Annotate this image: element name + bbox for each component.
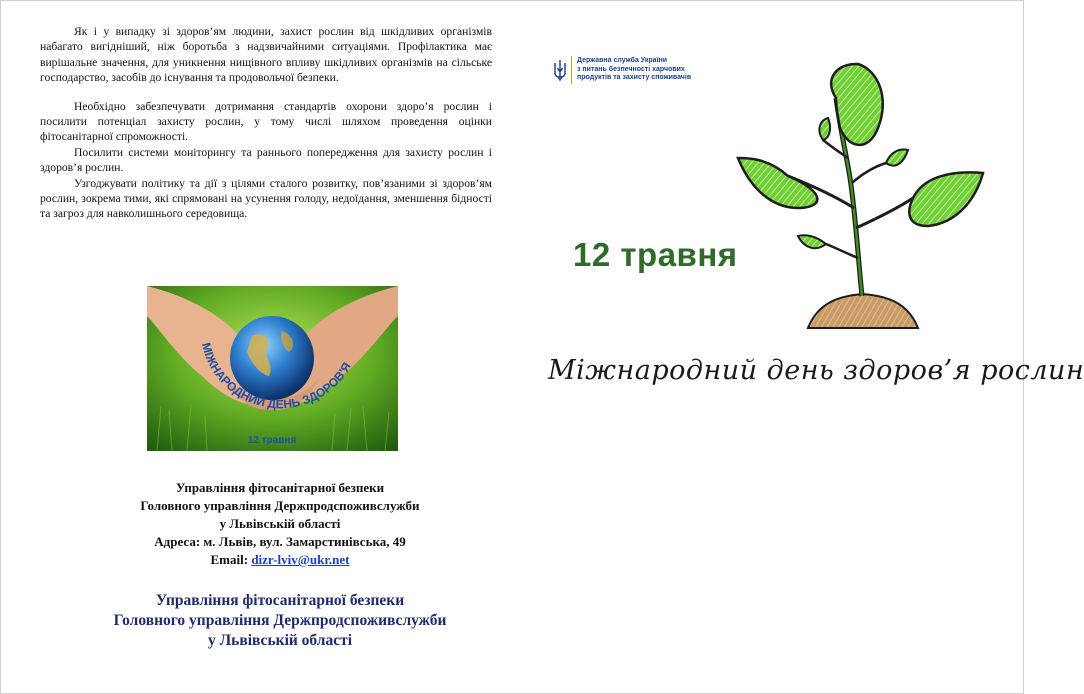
trident-icon: [553, 59, 567, 81]
contact-line-2: Головного управління Держпродспоживслужби: [140, 498, 420, 513]
footer-block: [40, 591, 520, 651]
footer-line-2: Головного управління Держпродспоживслужби: [113, 612, 447, 629]
paragraph-4: Узгоджувати політику та дії з цілями сталого розвитку, пов’язаними зі здоров’ям рослин, зокрема тими, які спрямовані на усунення голоду, недоїдання, зменшення бідності та загроз для навколишнього середовища.: [40, 176, 492, 221]
photo-date-caption: 12 травня: [247, 435, 297, 446]
photo-arc-caption: МІЖНАРОДНИЙ ДЕНЬ ЗДОРОВ'Я: [198, 341, 354, 412]
cover-date: 12 травня: [573, 236, 738, 273]
paragraph-1: Як і у випадку зі здоров’ям людини, захист рослин від шкідливих організмів набагато вигідніший, ніж боротьба з надзвичайними ситуаціями. Профілактика має вирішальне значення, для уникнення нищівного впливу шкідливих організмів на сільське господарство, засобів до існування та продовольчої безпеки.: [40, 25, 492, 85]
globe-hands-photo: [147, 286, 398, 451]
contact-email-row: [40, 551, 520, 569]
contact-block: [40, 479, 520, 569]
body-text: [40, 24, 492, 222]
cover-title: Міжнародний день здоров’я рослин: [548, 355, 1084, 386]
logo-line-2: з питань безпечності харчових: [577, 65, 685, 73]
email-link[interactable]: dizr-lviv@ukr.net: [251, 552, 350, 567]
logo-line-1: Державна служба України: [577, 57, 668, 65]
paragraph-3: Посилити системи моніторингу та раннього попередження для захисту рослин і здоров’я рослин.: [40, 145, 492, 175]
footer-line-3: у Львівській області: [207, 632, 353, 649]
plant-illustration: [728, 58, 998, 343]
contact-line-3: у Львівській області: [219, 516, 341, 531]
contact-address: Адреса: м. Львів, вул. Замарстинівська, 49: [154, 534, 406, 549]
email-label: Email:: [210, 552, 249, 567]
footer-line-1: Управління фітосанітарної безпеки: [155, 592, 405, 609]
contact-line-1: Управління фітосанітарної безпеки: [175, 480, 385, 495]
logo-line-3: продуктів та захисту споживачів: [577, 74, 692, 82]
logo-divider: [571, 56, 572, 84]
paragraph-2: Необхідно забезпечувати дотримання стандартів охорони здоро’я рослин і посилити потенціал захисту рослин, у тому числі шляхом проведення оцінки фітосанітарної спроможності.: [40, 99, 492, 144]
agency-logo: [553, 56, 691, 84]
